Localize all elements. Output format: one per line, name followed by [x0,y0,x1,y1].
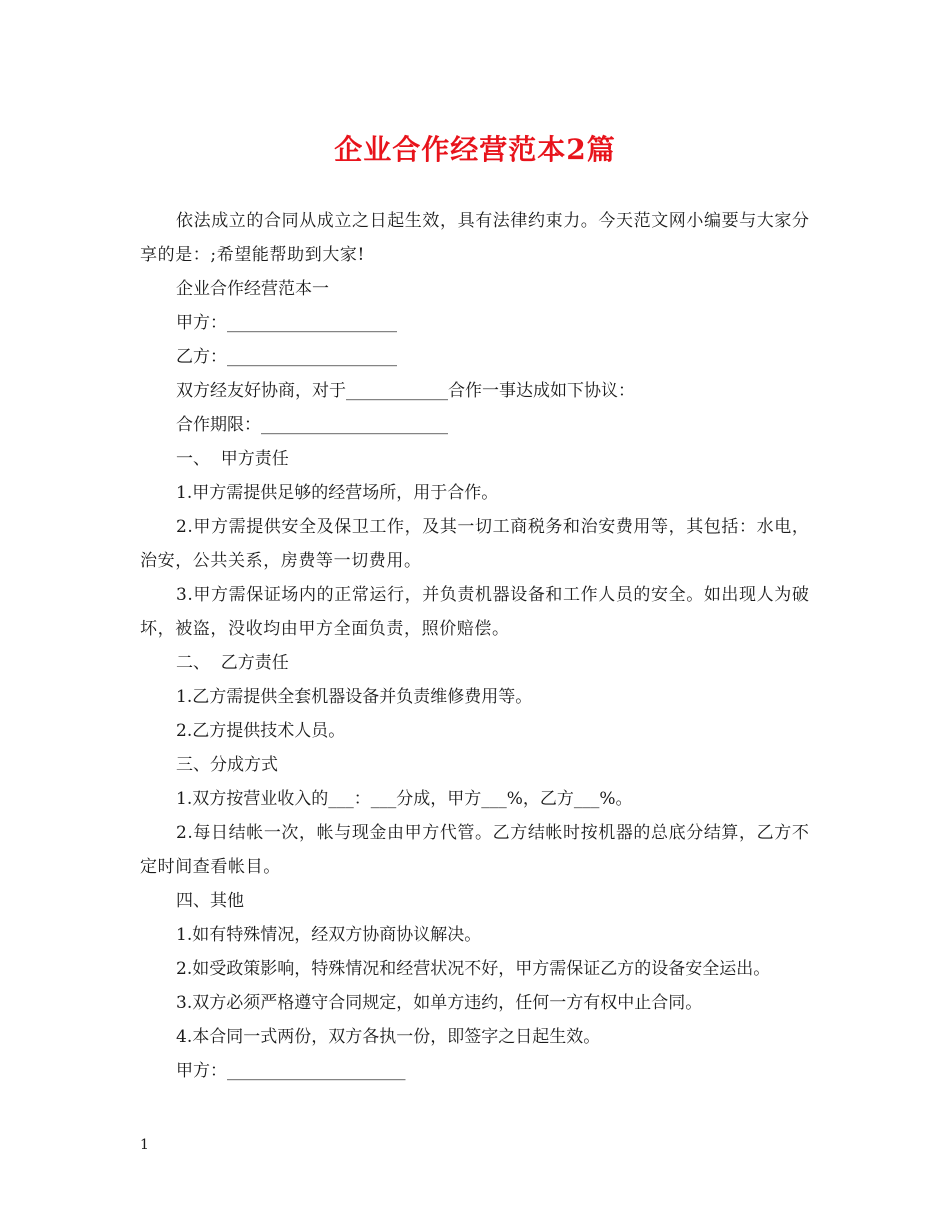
clause-heading-other: 四、其他 [176,891,244,911]
document-title: 企业合作经营范本2篇 [334,133,616,166]
document-body [140,204,812,1088]
clause-item: 3.甲方需保证场内的正常运行，并负责机器设备和工作人员的安全。如出现人为破坏，被盗，没收均由甲方全面负责，照价赔偿。 [140,585,810,639]
clause-item: 1.甲方需提供足够的经营场所，用于合作。 [176,483,499,503]
page-number: 1 [140,1137,149,1153]
clause-item: 2.乙方提供技术人员。 [176,721,346,741]
clause-item: 2.每日结帐一次，帐与现金由甲方代管。乙方结帐时按机器的总底分结算，乙方不定时间查看帐目。 [140,823,810,877]
party-a-line: 甲方：____________________ [176,313,397,333]
clause-item: 1.乙方需提供全套机器设备并负责维修费用等。 [176,687,533,707]
clause-item: 1.双方按营业收入的___：___分成，甲方___%，乙方___%。 [176,789,633,809]
party-b-line: 乙方：____________________ [176,347,397,367]
party-a-signature-line: 甲方：_____________________ [176,1061,406,1081]
clause-item: 4.本合同一式两份，双方各执一份，即签字之日起生效。 [176,1027,601,1047]
section-heading-sample-one: 企业合作经营范本一 [176,279,329,299]
clause-item: 3.双方必须严格遵守合同规定，如单方违约，任何一方有权中止合同。 [176,993,703,1013]
clause-heading-profit-sharing: 三、分成方式 [176,755,278,775]
cooperation-term-line: 合作期限：______________________ [176,415,448,435]
clause-heading-party-b-duties: 二、 乙方责任 [176,653,289,673]
intro-paragraph: 依法成立的合同从成立之日起生效，具有法律约束力。今天范文网小编要与大家分享的是：;希望能帮助到大家! [140,211,810,265]
clause-item: 2.如受政策影响，特殊情况和经营状况不好，甲方需保证乙方的设备安全运出。 [176,959,771,979]
agreement-intro-line: 双方经友好协商，对于____________合作一事达成如下协议： [176,381,635,401]
clause-heading-party-a-duties: 一、 甲方责任 [176,449,289,469]
clause-item: 1.如有特殊情况，经双方协商协议解决。 [176,925,482,945]
clause-item: 2.甲方需提供安全及保卫工作，及其一切工商税务和治安费用等，其包括：水电，治安，公共关系，房费等一切费用。 [140,517,810,571]
